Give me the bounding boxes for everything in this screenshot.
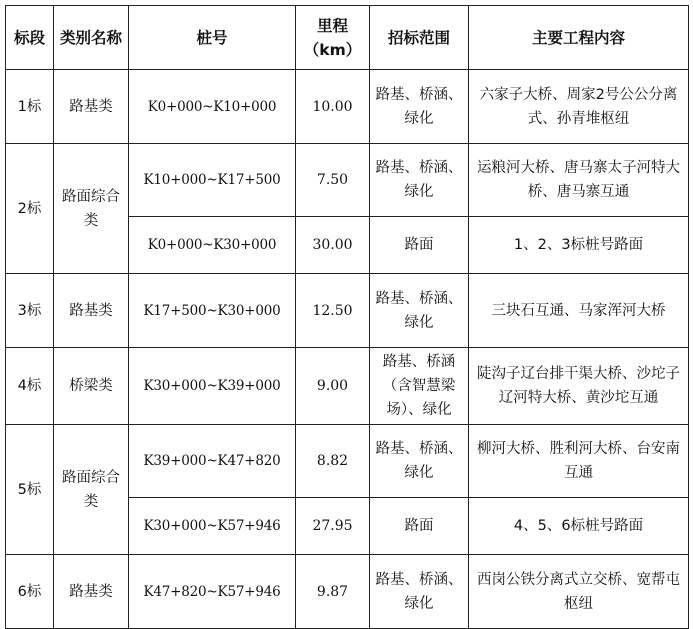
- table-row: [6, 144, 689, 217]
- works-cell: 柳河大桥、胜利河大桥、台安南互通: [469, 425, 689, 498]
- mileage-cell: 30.00: [296, 217, 370, 274]
- stake-cell: K39+000~K47+820: [129, 425, 296, 498]
- scope-cell: 路基、桥涵、绿化: [370, 425, 469, 498]
- header-mileage-line2: （km）: [303, 40, 362, 59]
- section-cell: 4标: [6, 348, 54, 425]
- mileage-cell: 9.00: [296, 348, 370, 425]
- section-cell: 6标: [6, 555, 54, 629]
- table-row: [6, 555, 689, 629]
- header-mileage-line1: 里程: [316, 16, 348, 35]
- works-cell: 西岗公铁分离式立交桥、宽帮屯枢纽: [469, 555, 689, 629]
- category-cell: 路基类: [54, 274, 129, 348]
- works-cell: 三块石互通、马家浑河大桥: [469, 274, 689, 348]
- works-cell: 运粮河大桥、唐马寨太子河特大桥、唐马寨互通: [469, 144, 689, 217]
- bid-section-table: [5, 5, 689, 629]
- table-row: [6, 274, 689, 348]
- header-category: 类别名称: [54, 6, 129, 70]
- mileage-cell: 7.50: [296, 144, 370, 217]
- header-section: 标段: [6, 6, 54, 70]
- header-scope: 招标范围: [370, 6, 469, 70]
- table-row: [6, 425, 689, 498]
- scope-cell: 路基、桥涵、绿化: [370, 144, 469, 217]
- mileage-cell: 10.00: [296, 70, 370, 144]
- category-cell: 路面综合类: [54, 144, 129, 274]
- stake-cell: K47+820~K57+946: [129, 555, 296, 629]
- header-mileage: [296, 6, 370, 70]
- works-cell: 1、2、3标桩号路面: [469, 217, 689, 274]
- works-cell: 4、5、6标桩号路面: [469, 498, 689, 555]
- mileage-cell: 27.95: [296, 498, 370, 555]
- section-cell: 2标: [6, 144, 54, 274]
- stake-cell: K17+500~K30+000: [129, 274, 296, 348]
- stake-cell: K0+000~K30+000: [129, 217, 296, 274]
- table-row: [6, 70, 689, 144]
- mileage-cell: 9.87: [296, 555, 370, 629]
- stake-cell: K0+000~K10+000: [129, 70, 296, 144]
- works-cell: 六家子大桥、周家2号公公分离式、孙青堆枢纽: [469, 70, 689, 144]
- section-cell: 5标: [6, 425, 54, 555]
- scope-cell: 路面: [370, 217, 469, 274]
- category-cell: 桥梁类: [54, 348, 129, 425]
- stake-cell: K30+000~K39+000: [129, 348, 296, 425]
- header-works: 主要工程内容: [469, 6, 689, 70]
- scope-cell: 路基、桥涵、绿化: [370, 555, 469, 629]
- works-cell: 陡沟子辽台排干渠大桥、沙坨子辽河特大桥、黄沙坨互通: [469, 348, 689, 425]
- mileage-cell: 12.50: [296, 274, 370, 348]
- category-cell: 路基类: [54, 70, 129, 144]
- scope-cell: 路面: [370, 498, 469, 555]
- section-cell: 3标: [6, 274, 54, 348]
- header-stake: 桩号: [129, 6, 296, 70]
- category-cell: 路基类: [54, 555, 129, 629]
- category-cell: 路面综合类: [54, 425, 129, 555]
- section-cell: 1标: [6, 70, 54, 144]
- scope-cell: 路基、桥涵、绿化: [370, 274, 469, 348]
- scope-cell: 路基、桥涵（含智慧梁场）、绿化: [370, 348, 469, 425]
- mileage-cell: 8.82: [296, 425, 370, 498]
- table-row: [6, 348, 689, 425]
- table-header-row: [6, 6, 689, 70]
- stake-cell: K30+000~K57+946: [129, 498, 296, 555]
- stake-cell: K10+000~K17+500: [129, 144, 296, 217]
- scope-cell: 路基、桥涵、绿化: [370, 70, 469, 144]
